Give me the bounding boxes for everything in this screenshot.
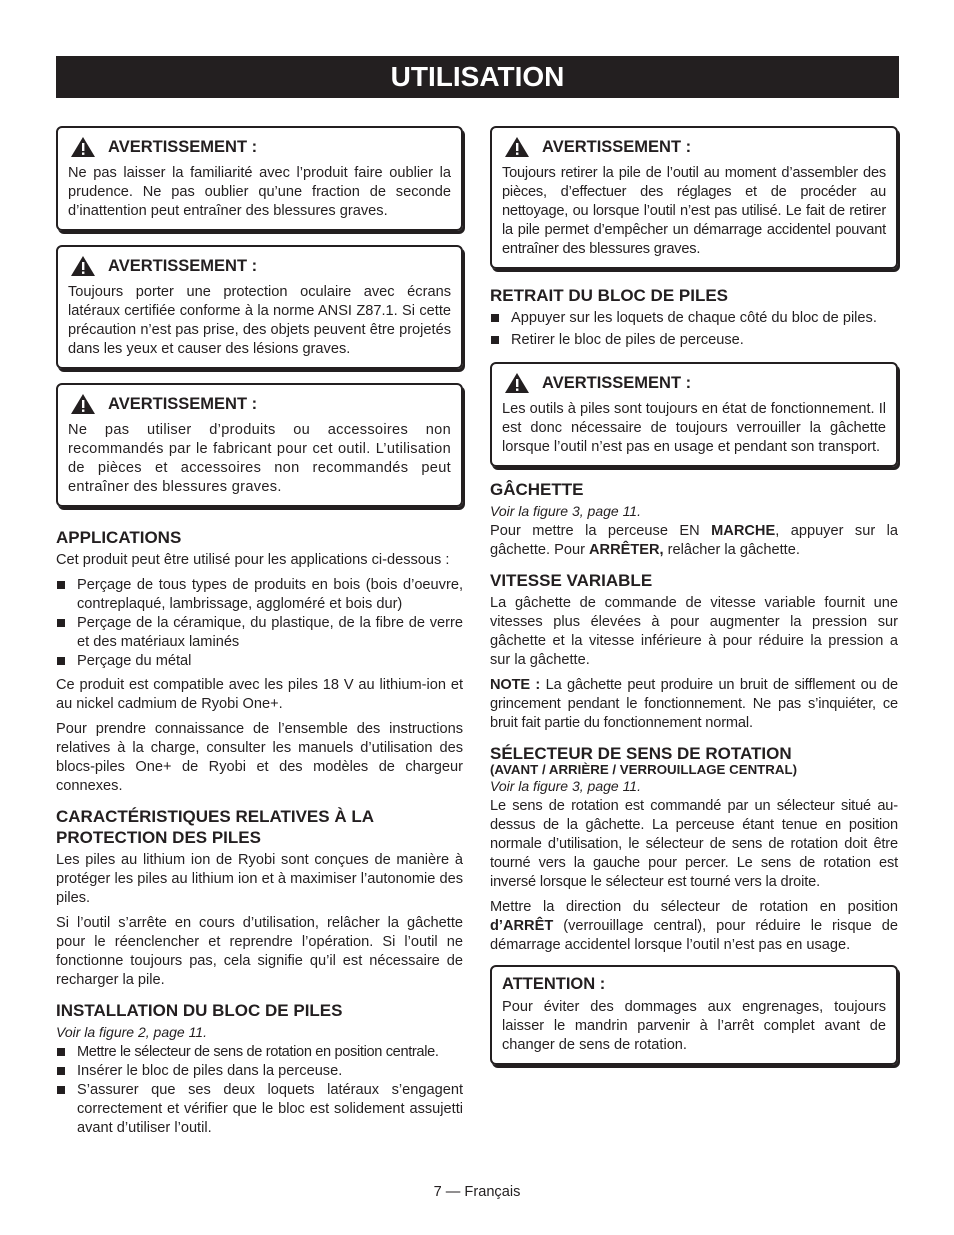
applications-section xyxy=(56,527,463,796)
warning-heading: AVERTISSEMENT : xyxy=(108,256,258,275)
warning-text: Ne pas utiliser d’produits ou accessoires non recommandés par le fabricant pour cet outil. L’utilisation de pièces et accessoires non recommandés peut entraîner des blessures graves. xyxy=(68,422,451,495)
page-title-banner: UTILISATION xyxy=(56,56,899,98)
warning-triangle-icon xyxy=(70,136,96,158)
warning-text: Ne pas laisser la familiarité avec l’produit faire oublier la prudence. Ne pas oublier qu’une fraction de seconde d’inattention peut entraîner des blessures graves. xyxy=(68,165,451,219)
list-item: Perçage de tous types de produits en bois (bois d’oeuvre, contreplaqué, lambrissage, aggloméré et bois dur) xyxy=(56,576,463,614)
figure-reference: Voir la figure 3, page 11. xyxy=(490,503,641,519)
paragraph: Mettre la direction du sélecteur de rotation en position d’ARRÊT (verrouillage central), pour réduire le risque de démarrage accidentel lorsque l’outil n’est pas en usage. xyxy=(490,899,898,953)
bullet-list xyxy=(56,576,463,671)
figure-reference: Voir la figure 2, page 11. xyxy=(56,1024,207,1040)
bullet-list xyxy=(56,1043,463,1138)
note-paragraph: NOTE : La gâchette peut produire un bruit de sifflement ou de grincement pendant le fonctionnement. Ne pas s’inquiéter, ce bruit fait partie du fonctionnement normal. xyxy=(490,677,898,731)
warning-text: Toujours retirer la pile de l’outil au moment d’assembler des pièces, d’effectuer des réglages et de procéder au nettoyage, ou lorsque l’outil n’est pas utilisé. Le fait de retirer la pile permet d’empêcher un démarrage accidentel pouvant entraîner des blessures graves. xyxy=(502,165,886,257)
list-item: Retirer le bloc de piles de perceuse. xyxy=(490,331,898,350)
warning-triangle-icon xyxy=(70,255,96,277)
paragraph: Cet produit peut être utilisé pour les applications ci-dessous : xyxy=(56,552,450,568)
rotation-selector-section xyxy=(490,743,898,955)
variable-speed-section xyxy=(490,570,898,733)
warning-text: Les outils à piles sont toujours en état de fonctionnement. Il est donc nécessaire de toujours verrouiller la gâchette lorsque l’outil n’est pas en usage et pendant son transport. xyxy=(502,401,886,455)
paragraph: Ce produit est compatible avec les piles 18 V au lithium-ion et au nickel cadmium de Ryobi One+. xyxy=(56,677,463,712)
bullet-list xyxy=(490,309,898,350)
warning-triangle-icon xyxy=(504,136,530,158)
battery-removal-section xyxy=(490,285,898,350)
section-heading: APPLICATIONS xyxy=(56,528,182,547)
section-heading: INSTALLATION DU BLOC DE PILES xyxy=(56,1001,343,1020)
left-column xyxy=(56,126,463,1148)
attention-box xyxy=(490,965,898,1065)
paragraph: Pour prendre connaissance de l’ensemble des instructions relatives à la charge, consulter les manuels d’utilisation des blocs-piles One+ de Ryobi et des modèles de chargeur connexes. xyxy=(56,721,463,794)
attention-text: Pour éviter des dommages aux engrenages, toujours laisser le mandrin parvenir à l’arrêt complet avant de changer de sens de rotation. xyxy=(502,999,886,1053)
section-subheading: (AVANT / ARRIÈRE / VERROUILLAGE CENTRAL) xyxy=(490,762,798,777)
warning-box-accessories xyxy=(56,383,463,507)
section-heading: SÉLECTEUR DE SENS DE ROTATION xyxy=(490,744,792,763)
warning-heading: AVERTISSEMENT : xyxy=(108,137,258,156)
warning-box-familiarity xyxy=(56,126,463,231)
warning-text: Toujours porter une protection oculaire avec écrans latéraux certifiée conforme à la norme ANSI Z87.1. Si cette précaution n’est pas prise, des objets peuvent être projetés dans les yeux et causer des lésions graves. xyxy=(68,284,451,357)
section-heading: CARACTÉRISTIQUES RELATIVES À LA PROTECTION DES PILES xyxy=(56,807,374,847)
warning-box-lock-trigger xyxy=(490,362,898,467)
figure-reference: Voir la figure 3, page 11. xyxy=(490,778,641,794)
list-item: Perçage du métal xyxy=(56,652,463,671)
section-heading: GÂCHETTE xyxy=(490,480,584,499)
battery-protection-section xyxy=(56,806,463,990)
paragraph: La gâchette de commande de vitesse variable fournit une vitesses plus élevées à pour augmenter la pression sur gâchette et la vitesse inférieure à pour réduire la pression a sur la gâchette. xyxy=(490,595,898,668)
right-column xyxy=(490,126,898,1079)
warning-triangle-icon xyxy=(70,393,96,415)
warning-box-eye-protection xyxy=(56,245,463,369)
list-item: Appuyer sur les loquets de chaque côté du bloc de piles. xyxy=(490,309,898,328)
attention-heading: ATTENTION : xyxy=(502,975,606,993)
warning-box-remove-battery xyxy=(490,126,898,269)
warning-triangle-icon xyxy=(504,372,530,394)
trigger-section xyxy=(490,479,898,560)
warning-heading: AVERTISSEMENT : xyxy=(542,373,692,392)
page-footer: 7 — Français xyxy=(433,1184,521,1200)
section-heading: RETRAIT DU BLOC DE PILES xyxy=(490,286,729,305)
section-heading: VITESSE VARIABLE xyxy=(490,571,653,590)
list-item: Insérer le bloc de piles dans la perceuse. xyxy=(56,1062,463,1081)
list-item: S’assurer que ses deux loquets latéraux s’engagent correctement et vérifier que le bloc est solidement assujetti avant d’utiliser l’outil. xyxy=(56,1081,463,1138)
warning-heading: AVERTISSEMENT : xyxy=(542,137,692,156)
paragraph: Pour mettre la perceuse EN MARCHE, appuyer sur la gâchette. Pour ARRÊTER, relâcher la gâchette. xyxy=(490,523,898,558)
paragraph: Si l’outil s’arrête en cours d’utilisation, relâcher la gâchette pour le réenclencher et reprendre l’opération. Si l’outil ne fonctionne toujours pas, cela signifie qu’il est nécessaire de recharger la pile. xyxy=(56,915,463,988)
paragraph: Les piles au lithium ion de Ryobi sont conçues de manière à protéger les piles au lithium ion et à maximiser l’autonomie des piles. xyxy=(56,852,463,906)
warning-heading: AVERTISSEMENT : xyxy=(108,394,258,413)
battery-install-section xyxy=(56,1000,463,1138)
list-item: Perçage de la céramique, du plastique, de la fibre de verre et des matériaux laminés xyxy=(56,614,463,652)
paragraph: Le sens de rotation est commandé par un sélecteur situé au-dessus de la gâchette. La perceuse étant tenue en position normale d’utilisation, le sélecteur de sens de rotation doit être tourné vers la gauche pour percer. Le sens de rotation est inversé lorsque le sélecteur est tourné vers la droite. xyxy=(490,798,898,890)
list-item: Mettre le sélecteur de sens de rotation en position centrale. xyxy=(56,1043,463,1062)
